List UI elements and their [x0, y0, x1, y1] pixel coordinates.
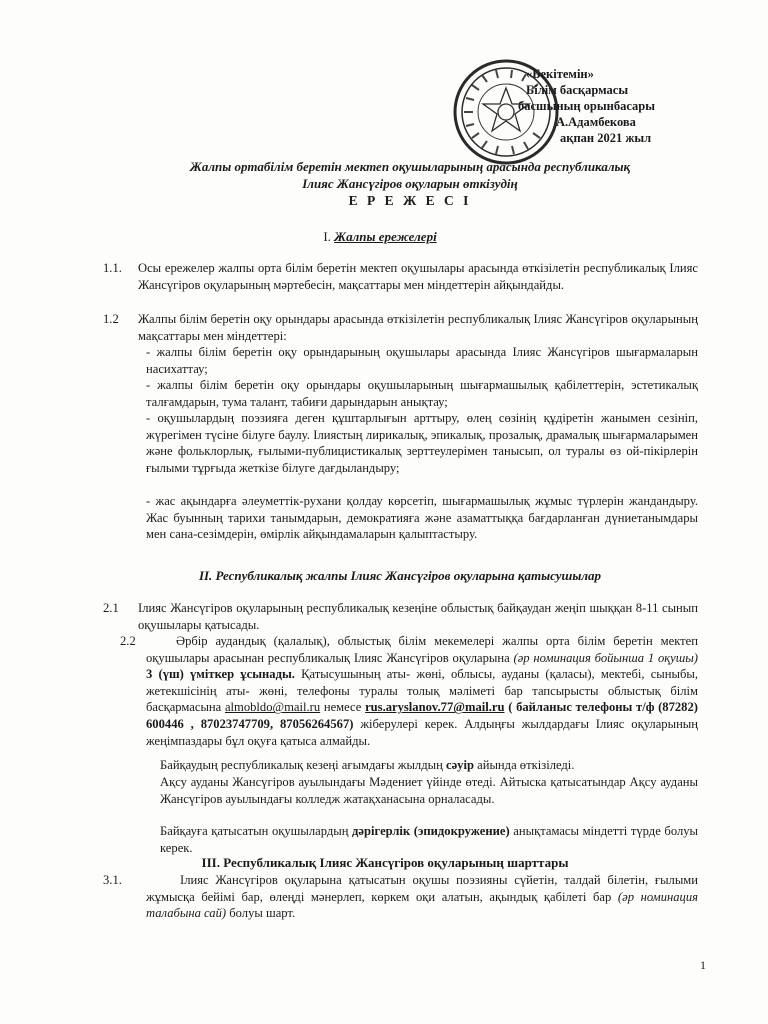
- competition-venue: Ақсу ауданы Жансүгіров ауылындағы Мәдениет үйінде өтеді. Айтыска қатысатындар Ақсу ауданы Жансүгіров ауылындағы колледж жатақханасына орналасады.: [160, 775, 698, 806]
- clause-2-2-part-b: Қатысушының аты- жөні, облысы, ауданы (қаласы), мектебі, сыныбы, жетекшісінің аты- жөні, телефоны туралы толық мәліметі бар тапсырысты облыстық білім басқармасына: [146, 667, 698, 715]
- approval-line-date: ақпан 2021 жыл: [560, 131, 652, 145]
- email-link-2[interactable]: rus.aryslanov.77@mail.ru: [365, 700, 505, 715]
- goal-item-2: - жалпы білім беретін оқу орындары оқушыларының шығармашылық қабілеттерін, эстетикалық талғамдарын, тума талант, табиғи дарындарын анықтау;: [146, 378, 698, 409]
- title-line-1: Жалпы ортабілім беретін мектеп оқушыларының арасында республикалық: [189, 159, 631, 174]
- clause-2-1-number: 2.1: [103, 601, 119, 615]
- clause-3-1-part-a: Ілияс Жансүгіров оқуларына қатысатын оқушы поэзияны сүйетін, талдай білетін, ғылыми жұмысқа бейімі бар, өлеңді мәнерлеп, көркем оқи алатын, ақындық қабілеті бар: [146, 873, 698, 904]
- document-title: [90, 158, 730, 209]
- clause-2-2-part-a: Әрбір аудандық (қалалық), облыстық білім мекемелері жалпы орта білім беретін мектеп оқушылары арасынан республикалық Ілияс Жансүгіров оқуларына: [146, 634, 698, 665]
- clause-3-1-number: 3.1.: [103, 873, 122, 887]
- medical-certificate: [160, 823, 698, 856]
- clause-3-1-nomination: (әр номинация талабына сай): [146, 889, 698, 921]
- goal-item-1: - жалпы білім беретін оқу орындарының оқушылары арасында Ілияс Жансүгіров шығармаларын насихаттау;: [146, 345, 698, 376]
- medical-text-b: дәрігерлік (эпидокружение): [352, 824, 510, 838]
- clause-2-2-nomination: (әр номинация бойынша 1 оқушы): [513, 650, 698, 665]
- medical-text-a: Байқауға қатысатын оқушылардың: [160, 824, 349, 838]
- approval-line-approve: «Бекітемін»: [526, 67, 594, 81]
- section-1-number: І.: [323, 229, 331, 244]
- clause-3-1-text: [146, 872, 698, 922]
- month-text-b: айында өткізіледі.: [477, 758, 575, 772]
- title-line-2: Ілияс Жансүгіров оқуларын өткізудің: [302, 176, 518, 191]
- section-1-title: Жалпы ережелері: [334, 229, 437, 244]
- clause-3-1-part-b: болуы шарт.: [229, 906, 296, 921]
- title-line-3: Е Р Е Ж Е С І: [348, 193, 472, 208]
- clause-1-2-number: 1.2: [103, 312, 119, 326]
- section-1-heading: [200, 229, 560, 245]
- clause-2-2-text: [146, 633, 698, 749]
- section-3-heading: ІІІ. Республикалық Ілияс Жансүгіров оқуларының шарттары: [201, 855, 569, 870]
- approval-stamp-text: [508, 66, 748, 146]
- month-name: сәуір: [445, 758, 474, 772]
- medical-text-c: анықтамасы міндетті түрде болуы керек.: [160, 824, 698, 855]
- goal-item-4: - жас ақындарға әлеуметтік-рухани қолдау көрсетіп, шығармашылық жұмыс түрлерін жандандыру. Жас буынның тарихи танымдарын, демократияға және азаматтыққа бағдарланған дүниетанымдары мен сана-сезімдерін, өмірлік айқындамаларын қалыптастыру.: [146, 494, 698, 542]
- section-2-heading: ІІ. Республикалық жалпы Ілияс Жансүгіров оқуларына қатысушылар: [198, 568, 602, 583]
- approval-line-position: басшының орынбасары: [518, 99, 655, 113]
- approval-line-department: Білім басқармасы: [526, 83, 629, 97]
- goal-item-3: - оқушылардың поэзияға деген құштарлығын арттыру, өлең сөзінің құдіретін жанымен сезініп, жүрегімен түсіне білуге баулу. Ілиястың лирикалық, эпикалық, прозалық, драмалық шығармаларымен және фольклорлық, ғылыми-публицистикалық зерттеулерімен танысып, ол туралы өз ой-пікірлерін ғылыми тұрғыда жеткізе білуге дағдыландыру;: [146, 411, 698, 475]
- clause-2-1-text: Ілияс Жансүгіров оқуларының республикалық кезеңіне облыстық байқаудан жеңіп шыққан 8-11 сынып оқушылары қатысады.: [138, 601, 698, 632]
- clause-1-2-text: Жалпы білім беретін оқу орындары арасында өткізілетін республикалық Ілияс Жансүгіров оқуларының мақсаттары мен міндеттері:: [138, 312, 698, 343]
- month-text-a: Байқаудың республикалық кезеңі ағымдағы жылдың: [160, 758, 443, 772]
- contact-phones: ( байланыс телефоны т/ф (87282) 600446 , 87023747709, 87056264567): [146, 700, 698, 731]
- email-link-1[interactable]: almobldo@mail.ru: [224, 700, 321, 715]
- clause-1-1-text: Осы ережелер жалпы орта білім беретін мектеп оқушылары арасында өткізілетін республикалық Ілияс Жансүгіров оқуларының мәртебесін, мақсаттары мен міндеттерін айқындайды.: [138, 261, 698, 292]
- clause-1-1-number: 1.1.: [103, 261, 122, 275]
- page-number: 1: [700, 958, 706, 972]
- clause-2-2-candidates: 3 (үш) үміткер ұсынады.: [146, 667, 295, 682]
- or-word: немесе: [323, 700, 362, 715]
- approval-line-name: А.Адамбекова: [556, 115, 636, 129]
- competition-month: [146, 757, 698, 774]
- clause-2-2-part-c: жіберулері керек. Алдыңғы жылдардағы Ілияс оқуларының жеңімпаздары бұл оқуға қатыса алмайды.: [146, 716, 699, 748]
- clause-2-2-number: 2.2: [120, 634, 136, 648]
